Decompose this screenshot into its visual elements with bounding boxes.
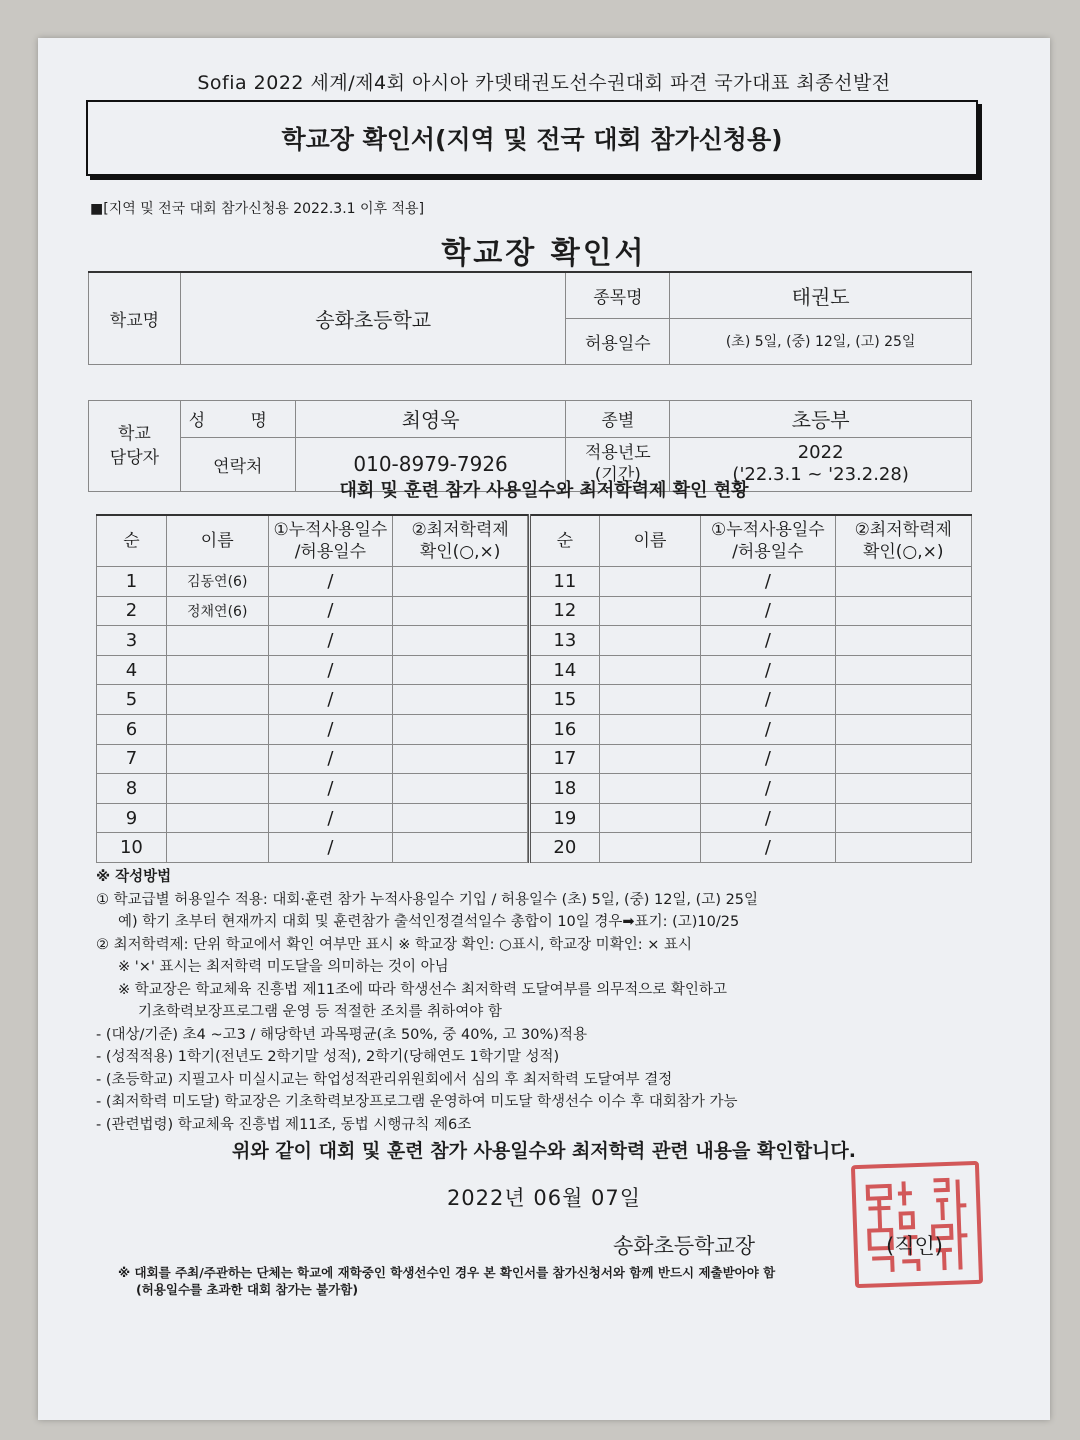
student-name [166, 803, 268, 833]
student-name [166, 655, 268, 685]
academic-check [835, 567, 972, 597]
table-row [530, 567, 972, 597]
student-name [166, 626, 268, 656]
table-row [530, 714, 972, 744]
academic-check [393, 626, 528, 656]
usage-days: / [268, 596, 393, 626]
year-label: 적용년도 (기간) [566, 437, 670, 491]
academic-check [835, 803, 972, 833]
usage-days: / [701, 567, 835, 597]
academic-check [393, 774, 528, 804]
academic-check [393, 744, 528, 774]
usage-days: / [268, 655, 393, 685]
info-table [88, 271, 972, 492]
academic-check [393, 685, 528, 715]
division-value: 초등부 [670, 400, 972, 437]
academic-check [393, 833, 528, 863]
table-row [97, 833, 528, 863]
student-name: 김동연(6) [166, 567, 268, 597]
footnote-line: ※ 대회를 주최/주관하는 단체는 학교에 재학중인 학생선수인 경우 본 확인서를 참가신청서와 함께 반드시 제출받아야 함 [118, 1265, 776, 1280]
usage-days: / [268, 626, 393, 656]
table-row [97, 567, 528, 597]
usage-days: / [268, 714, 393, 744]
student-name [599, 567, 700, 597]
header-academic: ②최저학력제 확인(○,×) [835, 515, 972, 567]
division-label: 종별 [566, 400, 670, 437]
academic-check [835, 833, 972, 863]
document-page [38, 38, 1050, 1420]
student-name [599, 803, 700, 833]
usage-days: / [701, 833, 835, 863]
header-name: 이름 [599, 515, 700, 567]
row-number: 3 [97, 626, 167, 656]
manager-label: 학교 담당자 [89, 400, 181, 491]
form-title: 학교장 확인서(지역 및 전국 대회 참가신청용) [281, 125, 783, 154]
student-name [599, 774, 700, 804]
table-row [97, 744, 528, 774]
student-name [599, 596, 700, 626]
allow-days-label: 허용일수 [566, 318, 670, 364]
table-row [530, 596, 972, 626]
header-name: 이름 [166, 515, 268, 567]
table-row [530, 626, 972, 656]
table-row [97, 655, 528, 685]
table-row [97, 626, 528, 656]
principal-name: 송화초등학교장 [613, 1234, 756, 1258]
academic-check [835, 774, 972, 804]
academic-check [393, 714, 528, 744]
year-value: 2022 [797, 442, 844, 463]
student-name [166, 744, 268, 774]
header-academic: ②최저학력제 확인(○,×) [393, 515, 528, 567]
row-number: 7 [97, 744, 167, 774]
table-row [97, 803, 528, 833]
usage-days: / [701, 655, 835, 685]
usage-days: / [701, 596, 835, 626]
student-name [599, 685, 700, 715]
document-date: 2022년 06월 07일 [446, 1186, 642, 1210]
student-name [599, 655, 700, 685]
usage-days: / [701, 685, 835, 715]
academic-check [393, 803, 528, 833]
footnote-line: (허용일수를 초과한 대회 참가는 불가함) [136, 1282, 359, 1297]
usage-days: / [701, 626, 835, 656]
sport-label: 종목명 [566, 272, 670, 318]
application-note: ■[지역 및 전국 대회 참가신청용 2022.3.1 이후 적용] [90, 201, 425, 217]
table-row [97, 596, 528, 626]
row-number: 1 [97, 567, 167, 597]
row-number: 10 [97, 833, 167, 863]
table-row [530, 774, 972, 804]
row-number: 18 [530, 774, 600, 804]
row-number: 15 [530, 685, 600, 715]
table-row [530, 655, 972, 685]
row-number: 5 [97, 685, 167, 715]
event-title: Sofia 2022 세계/제4회 아시아 카뎃태권도선수권대회 파견 국가대표 최종선발전 [197, 72, 891, 94]
usage-days: / [701, 714, 835, 744]
instruction-line: ※ '×' 표시는 최저학력 미도달을 의미하는 것이 아님 [118, 959, 449, 975]
name-label: 성 명 [180, 400, 295, 437]
row-number: 12 [530, 596, 600, 626]
row-number: 17 [530, 744, 600, 774]
academic-check [393, 655, 528, 685]
contact-value: 010-8979-7926 [295, 437, 566, 491]
usage-days: / [268, 803, 393, 833]
student-name: 정채연(6) [166, 596, 268, 626]
contact-label: 연락처 [180, 437, 295, 491]
student-name [599, 626, 700, 656]
form-title-box [86, 100, 978, 176]
instructions [96, 866, 986, 1136]
academic-check [393, 596, 528, 626]
usage-days: / [268, 833, 393, 863]
student-name [599, 833, 700, 863]
usage-days: / [268, 567, 393, 597]
instruction-line: - (성적적용) 1학기(전년도 2학기말 성적), 2학기(당해연도 1학기말 성적) [96, 1049, 560, 1065]
sport-value: 태권도 [670, 272, 972, 318]
seal-label: (직인) [886, 1234, 943, 1258]
instruction-line: 기초학력보장프로그램 운영 등 적절한 조치를 취하여야 함 [138, 1004, 502, 1020]
instruction-line: ※ 작성방법 [96, 869, 172, 885]
instruction-line: - (초등학교) 지필고사 미실시교는 학업성적관리위원회에서 심의 후 최저학력 도달여부 결정 [96, 1071, 673, 1088]
academic-check [835, 596, 972, 626]
header-days: ①누적사용일수 /허용일수 [268, 515, 393, 567]
student-name [166, 714, 268, 744]
table-row [530, 744, 972, 774]
header-days: ①누적사용일수 /허용일수 [701, 515, 835, 567]
header-no: 순 [97, 515, 167, 567]
usage-days: / [268, 774, 393, 804]
instruction-line: - (최저학력 미도달) 학교장은 기초학력보장프로그램 운영하여 미도달 학생선수 이수 후 대회참가 가능 [96, 1094, 738, 1110]
row-number: 2 [97, 596, 167, 626]
document-title: 학교장 확인서 [441, 236, 647, 271]
student-name [166, 833, 268, 863]
row-number: 6 [97, 714, 167, 744]
instruction-line: ② 최저학력제: 단위 학교에서 확인 여부만 표시 ※ 학교장 확인: ○표시, 학교장 미확인: × 표시 [96, 936, 692, 953]
row-number: 8 [97, 774, 167, 804]
student-name [599, 744, 700, 774]
usage-days: / [701, 744, 835, 774]
table-row [97, 685, 528, 715]
row-number: 14 [530, 655, 600, 685]
table-row [530, 833, 972, 863]
row-number: 9 [97, 803, 167, 833]
usage-days: / [701, 803, 835, 833]
academic-check [835, 655, 972, 685]
instruction-line: ※ 학교장은 학교체육 진흥법 제11조에 따라 학생선수 최저학력 도달여부를 의무적으로 확인하고 [118, 981, 727, 998]
academic-check [393, 567, 528, 597]
table-row [97, 714, 528, 744]
row-number: 13 [530, 626, 600, 656]
student-name [599, 714, 700, 744]
row-number: 19 [530, 803, 600, 833]
row-number: 4 [97, 655, 167, 685]
student-name [166, 685, 268, 715]
instruction-line: - (대상/기준) 초4 ~고3 / 해당학년 과목평균(초 50%, 중 40%, 고 30%)적용 [96, 1026, 587, 1043]
academic-check [835, 714, 972, 744]
usage-days: / [701, 774, 835, 804]
table-row [530, 803, 972, 833]
row-number: 16 [530, 714, 600, 744]
school-value: 송화초등학교 [180, 272, 566, 364]
manager-name: 최영욱 [295, 400, 566, 437]
period-value: ('22.3.1 ~ '23.2.28) [732, 464, 909, 485]
section-title: 대회 및 훈련 참가 사용일수와 최저학력제 확인 현황 [339, 480, 749, 501]
usage-days: / [268, 685, 393, 715]
row-number: 20 [530, 833, 600, 863]
academic-check [835, 744, 972, 774]
school-label: 학교명 [89, 272, 181, 364]
instruction-line: 예) 학기 초부터 현재까지 대회 및 훈련참가 출석인정결석일수 총합이 10일 경우➡표기: (고)10/25 [118, 914, 740, 930]
table-row [97, 774, 528, 804]
academic-check [835, 685, 972, 715]
usage-days: / [268, 744, 393, 774]
instruction-line: ① 학교급별 허용일수 적용: 대회·훈련 참가 누적사용일수 기입 / 허용일수 (초) 5일, (중) 12일, (고) 25일 [96, 891, 759, 908]
usage-table-right [528, 514, 972, 863]
academic-check [835, 626, 972, 656]
row-number: 11 [530, 567, 600, 597]
usage-table-left [96, 514, 528, 863]
footnote [118, 1264, 1008, 1298]
confirmation-statement: 위와 같이 대회 및 훈련 참가 사용일수와 최저학력 관련 내용을 확인합니다. [232, 1140, 856, 1162]
allow-days-value: (초) 5일, (중) 12일, (고) 25일 [670, 318, 972, 364]
header-no: 순 [530, 515, 600, 567]
student-name [166, 774, 268, 804]
table-row [530, 685, 972, 715]
instruction-line: - (관련법령) 학교체육 진흥법 제11조, 동법 시행규칙 제6조 [96, 1116, 472, 1133]
